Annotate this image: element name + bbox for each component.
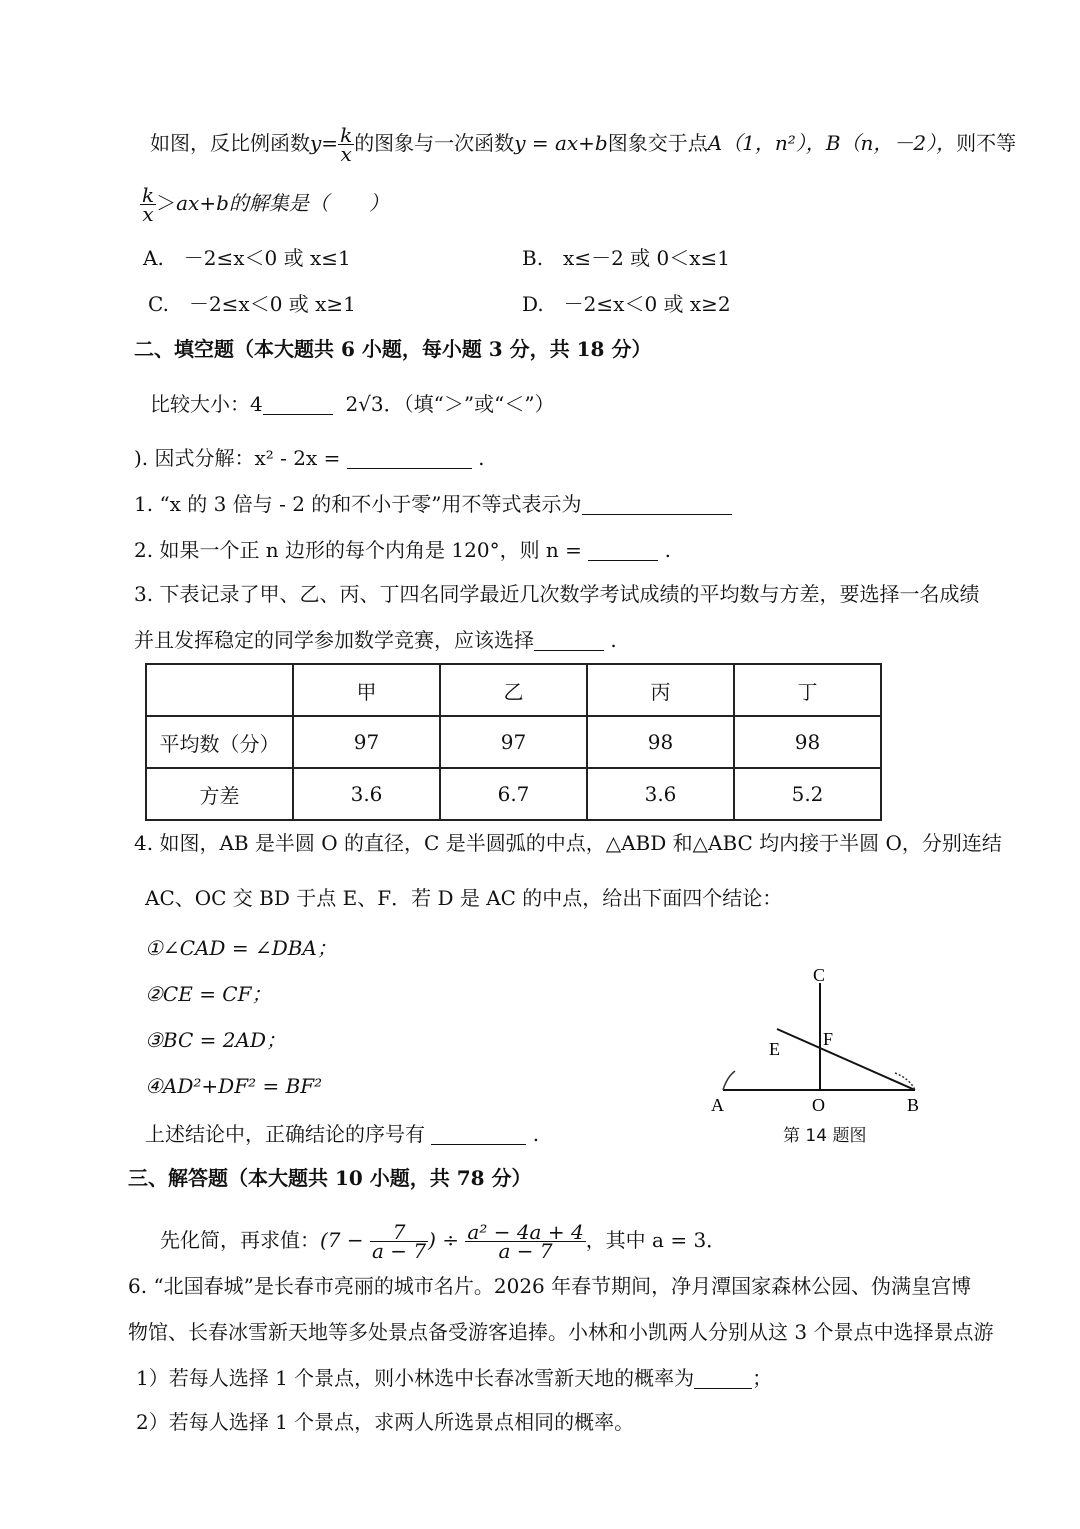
q14-line2: AC、OC 交 BD 于点 E、F．若 D 是 AC 的中点，给出下面四个结论： xyxy=(145,886,783,910)
q14-ask: 上述结论中，正确结论的序号有 . xyxy=(145,1122,540,1146)
q11-answer-blank[interactable] xyxy=(582,494,732,515)
q14-figure xyxy=(705,965,965,1115)
scores-table xyxy=(145,663,882,821)
table-header-cell: 丙 xyxy=(587,664,734,716)
table-cell: 98 xyxy=(587,716,734,768)
table-header-row xyxy=(146,664,881,716)
fraction-k-over-x-2: $\frac{k}{x}$ xyxy=(142,183,155,226)
q9-answer-blank[interactable] xyxy=(263,394,333,415)
q16-part2: 2）若每人选择 1 个景点，求两人所选景点相同的概率。 xyxy=(136,1410,635,1434)
q16-answer-blank[interactable] xyxy=(694,1368,752,1389)
section3-title: 三、解答题（本大题共 10 小题，共 78 分） xyxy=(128,1166,532,1190)
q10-answer-blank[interactable] xyxy=(347,448,472,469)
q14-answer-blank[interactable] xyxy=(431,1124,526,1145)
label-a: A xyxy=(711,1095,724,1115)
q13-line2: 并且发挥稳定的同学参加数学竞赛，应该选择 . xyxy=(134,628,617,652)
q13-answer-blank[interactable] xyxy=(534,630,604,651)
table-row xyxy=(146,768,881,820)
q16-part1: 1）若每人选择 1 个景点，则小林选中长春冰雪新天地的概率为 ； xyxy=(136,1366,773,1390)
section2-title: 二、填空题（本大题共 6 小题，每小题 3 分，共 18 分） xyxy=(134,337,652,361)
q14-conclusion-1: ①∠CAD = ∠DBA； xyxy=(145,936,337,960)
q14-conclusion-2: ②CE = CF； xyxy=(145,982,272,1006)
q16-line1: 6. “北国春城”是长春市亮丽的城市名片。2026 年春节期间，净月潭国家森林公园、伪满皇宫博 xyxy=(128,1274,972,1298)
figure-caption: 第 14 题图 xyxy=(783,1126,867,1146)
table-header-cell: 丁 xyxy=(734,664,881,716)
table-row xyxy=(146,716,881,768)
q8-option-c: C. －2≤x＜0 或 x≥1 xyxy=(148,292,356,316)
table-cell: 98 xyxy=(734,716,881,768)
table-cell: 平均数（分） xyxy=(146,716,293,768)
table-header-cell: 甲 xyxy=(293,664,440,716)
q8-stem-line2: $\frac{k}{x}$ ＞ax+b的解集是（ ） xyxy=(142,183,389,226)
q11: 1. “x 的 3 倍与 - 2 的和不小于零”用不等式表示为 xyxy=(134,490,732,518)
table-cell: 6.7 xyxy=(440,768,587,820)
table-header-cell xyxy=(146,664,293,716)
q15-fraction-1: $\frac{7}{a - 7}$ xyxy=(372,1220,427,1263)
q13-line1: 3. 下表记录了甲、乙、丙、丁四名同学最近几次数学考试成绩的平均数与方差，要选择一名成绩 xyxy=(134,582,980,606)
q16-line2: 物馆、长春冰雪新天地等多处景点备受游客追捧。小林和小凯两人分别从这 3 个景点中选择景点游 xyxy=(128,1320,994,1344)
label-b: B xyxy=(907,1095,920,1115)
q14-conclusion-3: ③BC = 2AD； xyxy=(145,1028,286,1052)
table-cell: 方差 xyxy=(146,768,293,820)
table-cell: 5.2 xyxy=(734,768,881,820)
label-c: C xyxy=(813,965,826,985)
table-cell: 97 xyxy=(440,716,587,768)
q8-option-d: D. －2≤x＜0 或 x≥2 xyxy=(522,292,731,316)
q12: 2. 如果一个正 n 边形的每个内角是 120°，则 n = . xyxy=(134,538,671,562)
label-o: O xyxy=(812,1095,825,1115)
label-e: E xyxy=(769,1039,780,1059)
q14-conclusion-4: ④AD²+DF² = BF² xyxy=(145,1074,323,1098)
q8-option-a: A. －2≤x＜0 或 x≤1 xyxy=(143,246,351,270)
q12-answer-blank[interactable] xyxy=(588,540,658,561)
q8-option-b: B. x≤－2 或 0＜x≤1 xyxy=(522,246,731,270)
table-header-cell: 乙 xyxy=(440,664,587,716)
q15: 先化简，再求值：(7 − $\frac{7}{a - 7}$ ) ÷ $\frac{\text{a² − 4a + 4}}{a - 7}$ ，其中 a = 3． xyxy=(160,1220,727,1263)
table-cell: 3.6 xyxy=(293,768,440,820)
table-cell: 97 xyxy=(293,716,440,768)
q14-line1: 4. 如图，AB 是半圆 O 的直径，C 是半圆弧的中点，△ABD 和△ABC 均内接于半圆 O，分别连结 xyxy=(134,831,1002,855)
q8-stem-line1: 如图，反比例函数y= $\frac{k}{x}$ 的图象与一次函数y = ax+b图象交于点A（1，n²），B（n，－2），则不等 xyxy=(150,123,1017,166)
table-cell: 3.6 xyxy=(587,768,734,820)
q10: ). 因式分解：x² - 2x = . xyxy=(134,446,485,470)
fraction-k-over-x: $\frac{k}{x}$ xyxy=(340,123,353,166)
label-f: F xyxy=(823,1029,834,1049)
q9: 比较大小：4 2√3．（填“＞”或“＜”） xyxy=(150,392,555,416)
q15-fraction-2: $\frac{\text{a² − 4a + 4}}{a - 7}$ xyxy=(467,1220,584,1263)
